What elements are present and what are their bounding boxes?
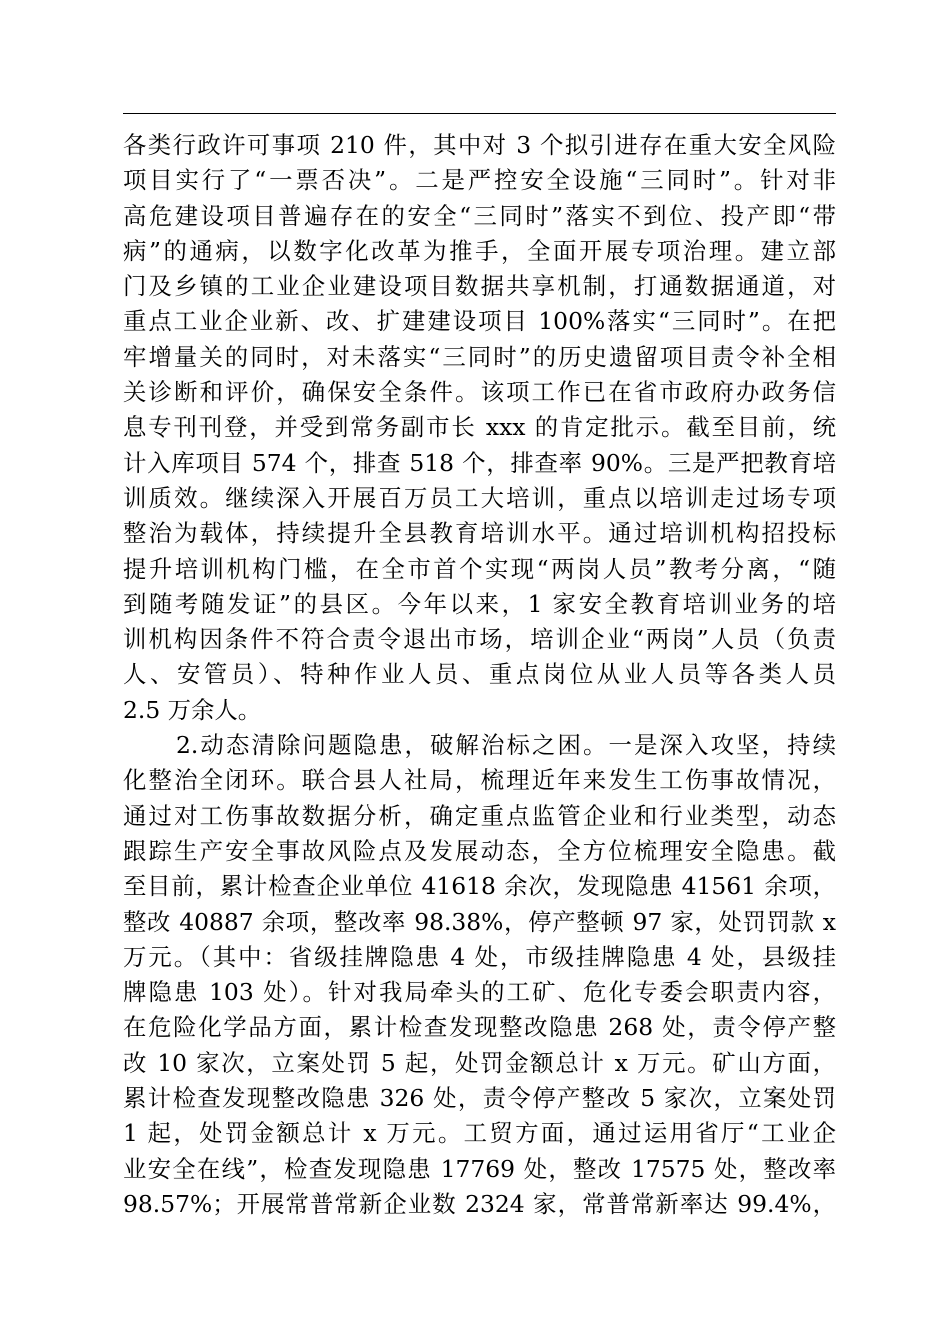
text-line: 各类行政许可事项 210 件，其中对 3 个拟引进存在重大安全风险 (123, 131, 836, 159)
text-line: 病”的通病，以数字化改革为推手，全面开展专项治理。建立部 (123, 236, 836, 265)
text-line: 到随考随发证”的县区。今年以来，1 家安全教育培训业务的培 (123, 589, 836, 618)
text-line: 提升培训机构门槛，在全市首个实现“两岗人员”教考分离，“随 (123, 554, 836, 583)
text-line: 门及乡镇的工业企业建设项目数据共享机制，打通数据通道，对 (123, 272, 836, 301)
text-line: 人、安管员）、特种作业人员、重点岗位从业人员等各类人员 (123, 660, 836, 689)
header-rule (123, 113, 836, 114)
text-line: 关诊断和评价，确保安全条件。该项工作已在省市政府办政务信 (123, 378, 836, 407)
text-line: 1 起，处罚金额总计 x 万元。工贸方面，通过运用省厅“工业企 (123, 1119, 836, 1148)
body-text (123, 128, 836, 1222)
text-line: 训机构因条件不符合责令退出市场，培训企业“两岗”人员（负责 (123, 625, 836, 654)
paragraph-heading-line: 2.动态清除问题隐患，破解治标之困。一是深入攻坚，持续 (176, 731, 836, 760)
text-line: 整治为载体，持续提升全县教育培训水平。通过培训机构招投标 (123, 519, 836, 548)
text-line: 高危建设项目普遍存在的安全“三同时”落实不到位、投产即“带 (123, 201, 836, 230)
text-line: 98.57%；开展常普常新企业数 2324 家，常普常新率达 99.4%， (123, 1189, 836, 1218)
text-line: 牢增量关的同时，对未落实“三同时”的历史遗留项目责令补全相 (123, 342, 836, 371)
text-line: 万元。（其中：省级挂牌隐患 4 处，市级挂牌隐患 4 处，县级挂 (123, 942, 836, 971)
text-line: 重点工业企业新、改、扩建建设项目 100%落实“三同时”。在把 (123, 307, 836, 336)
text-line: 在危险化学品方面，累计检查发现整改隐患 268 处，责令停产整 (123, 1013, 836, 1042)
text-line: 训质效。继续深入开展百万员工大培训，重点以培训走过场专项 (123, 483, 836, 512)
text-line: 牌隐患 103 处）。针对我局牵头的工矿、危化专委会职责内容， (123, 978, 836, 1007)
text-line: 通过对工伤事故数据分析，确定重点监管企业和行业类型，动态 (123, 801, 836, 830)
text-line: 项目实行了“一票否决”。二是严控安全设施“三同时”。针对非 (123, 166, 836, 195)
text-line: 整改 40887 余项，整改率 98.38%，停产整顿 97 家，处罚罚款 x (123, 907, 836, 936)
text-line: 息专刊刊登，并受到常务副市长 xxx 的肯定批示。截至目前，统 (123, 413, 836, 442)
text-line: 至目前，累计检查企业单位 41618 余次，发现隐患 41561 余项， (123, 872, 836, 901)
text-line: 2.5 万余人。 (123, 695, 262, 724)
text-line: 计入库项目 574 个，排查 518 个，排查率 90%。三是严把教育培 (123, 448, 836, 477)
text-line: 跟踪生产安全事故风险点及发展动态，全方位梳理安全隐患。截 (123, 836, 836, 865)
text-line: 业安全在线”，检查发现隐患 17769 处，整改 17575 处，整改率 (123, 1154, 836, 1183)
text-line: 改 10 家次，立案处罚 5 起，处罚金额总计 x 万元。矿山方面， (123, 1048, 836, 1077)
text-line: 化整治全闭环。联合县人社局，梳理近年来发生工伤事故情况， (123, 766, 836, 795)
text-line: 累计检查发现整改隐患 326 处，责令停产整改 5 家次，立案处罚 (123, 1084, 836, 1113)
